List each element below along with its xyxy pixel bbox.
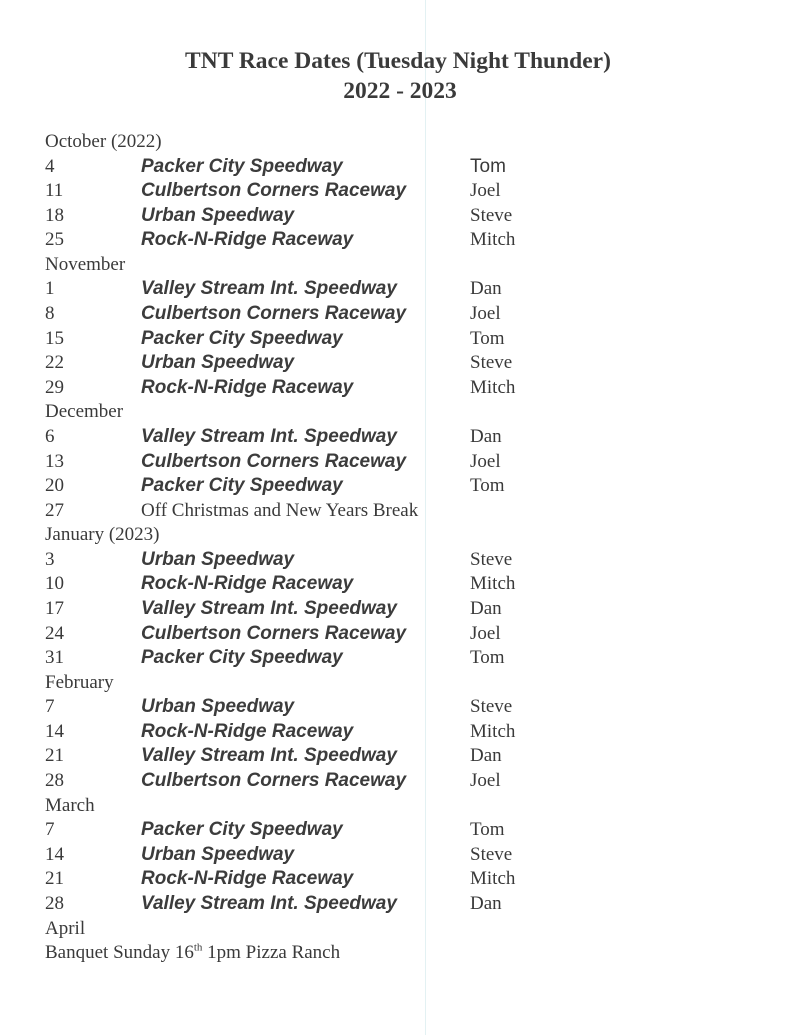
race-driver: Dan xyxy=(470,745,502,767)
race-row xyxy=(0,548,800,573)
banquet-note xyxy=(0,941,800,966)
race-row xyxy=(0,572,800,597)
race-day: 28 xyxy=(45,892,64,914)
race-row xyxy=(0,179,800,204)
race-driver: Tom xyxy=(470,155,506,177)
race-row xyxy=(0,720,800,745)
race-row xyxy=(0,155,800,180)
month-label: December xyxy=(45,401,124,423)
race-driver: Tom xyxy=(470,647,505,669)
race-row xyxy=(0,499,800,524)
race-venue: Packer City Speedway xyxy=(141,327,343,349)
race-day: 28 xyxy=(45,770,64,792)
race-venue: Valley Stream Int. Speedway xyxy=(141,745,397,767)
month-header xyxy=(0,671,800,696)
race-day: 27 xyxy=(45,499,64,521)
document-title: TNT Race Dates (Tuesday Night Thunder) xyxy=(185,48,611,74)
race-driver: Dan xyxy=(470,425,502,447)
race-driver: Joel xyxy=(470,622,501,644)
race-day: 3 xyxy=(45,548,55,570)
race-venue: Urban Speedway xyxy=(141,548,295,570)
race-venue: Valley Stream Int. Speedway xyxy=(141,892,397,914)
month-header xyxy=(0,130,800,155)
race-driver: Mitch xyxy=(470,720,516,742)
race-driver: Tom xyxy=(470,327,505,349)
race-day: 11 xyxy=(45,180,64,202)
race-venue: Valley Stream Int. Speedway xyxy=(141,425,397,447)
race-venue: Rock-N-Ridge Raceway xyxy=(141,229,354,251)
race-driver: Joel xyxy=(470,180,501,202)
month-label: November xyxy=(45,253,126,275)
month-label: April xyxy=(45,917,86,939)
race-day: 18 xyxy=(45,204,64,226)
race-driver: Dan xyxy=(470,892,502,914)
race-venue: Urban Speedway xyxy=(141,204,295,226)
race-row xyxy=(0,204,800,229)
race-day: 7 xyxy=(45,819,55,841)
race-day: 17 xyxy=(45,597,64,619)
race-day: 29 xyxy=(45,376,64,398)
race-day: 21 xyxy=(45,868,64,890)
race-venue: Urban Speedway xyxy=(141,843,295,865)
race-row xyxy=(0,818,800,843)
race-row xyxy=(0,277,800,302)
document-subtitle: 2022 - 2023 xyxy=(343,78,457,104)
race-driver: Steve xyxy=(470,843,513,865)
banquet-text xyxy=(45,941,340,966)
race-row xyxy=(0,622,800,647)
race-venue: Rock-N-Ridge Raceway xyxy=(141,868,354,890)
race-driver: Tom xyxy=(470,475,505,497)
race-driver: Steve xyxy=(470,548,513,570)
race-row xyxy=(0,228,800,253)
race-row xyxy=(0,425,800,450)
race-venue: Rock-N-Ridge Raceway xyxy=(141,376,354,398)
race-day: 22 xyxy=(45,352,64,374)
race-driver: Joel xyxy=(470,770,501,792)
race-row xyxy=(0,892,800,917)
month-header xyxy=(0,794,800,819)
month-header xyxy=(0,400,800,425)
race-driver: Dan xyxy=(470,278,502,300)
month-label: March xyxy=(45,794,95,816)
race-day: 6 xyxy=(45,425,55,447)
race-day: 4 xyxy=(45,155,55,177)
race-driver: Mitch xyxy=(470,573,516,595)
race-day: 10 xyxy=(45,573,64,595)
race-day: 15 xyxy=(45,327,64,349)
race-day: 7 xyxy=(45,696,55,718)
race-row xyxy=(0,376,800,401)
race-venue: Rock-N-Ridge Raceway xyxy=(141,573,354,595)
month-header xyxy=(0,523,800,548)
race-row xyxy=(0,867,800,892)
race-venue: Culbertson Corners Raceway xyxy=(141,303,407,325)
race-day: 14 xyxy=(45,720,64,742)
banquet-ordinal: th xyxy=(193,941,203,954)
race-driver: Tom xyxy=(470,819,505,841)
race-venue: Packer City Speedway xyxy=(141,155,343,177)
race-row xyxy=(0,744,800,769)
race-row xyxy=(0,302,800,327)
race-row xyxy=(0,695,800,720)
race-driver: Steve xyxy=(470,204,513,226)
race-driver: Steve xyxy=(470,352,513,374)
race-venue: Culbertson Corners Raceway xyxy=(141,770,407,792)
race-venue: Culbertson Corners Raceway xyxy=(141,450,407,472)
race-venue: Valley Stream Int. Speedway xyxy=(141,597,397,619)
race-note: Off Christmas and New Years Break xyxy=(141,499,419,521)
race-driver: Joel xyxy=(470,450,501,472)
race-venue: Packer City Speedway xyxy=(141,647,343,669)
race-day: 8 xyxy=(45,303,55,325)
race-day: 25 xyxy=(45,229,64,251)
month-header xyxy=(0,253,800,278)
race-row xyxy=(0,646,800,671)
race-venue: Packer City Speedway xyxy=(141,819,343,841)
race-row xyxy=(0,843,800,868)
race-venue: Valley Stream Int. Speedway xyxy=(141,278,397,300)
race-day: 20 xyxy=(45,475,64,497)
race-row xyxy=(0,474,800,499)
month-label: February xyxy=(45,671,114,693)
race-row xyxy=(0,327,800,352)
race-driver: Mitch xyxy=(470,229,516,251)
schedule-list xyxy=(0,130,800,966)
race-day: 31 xyxy=(45,647,64,669)
race-driver: Mitch xyxy=(470,868,516,890)
race-venue: Packer City Speedway xyxy=(141,475,343,497)
race-driver: Dan xyxy=(470,597,502,619)
month-label: October (2022) xyxy=(45,131,162,152)
race-venue: Urban Speedway xyxy=(141,696,295,718)
race-day: 1 xyxy=(45,278,55,300)
race-row xyxy=(0,450,800,475)
race-driver: Steve xyxy=(470,696,513,718)
race-venue: Culbertson Corners Raceway xyxy=(141,622,407,644)
race-row xyxy=(0,769,800,794)
race-driver: Mitch xyxy=(470,376,516,398)
race-driver: Joel xyxy=(470,303,501,325)
race-venue: Culbertson Corners Raceway xyxy=(141,180,407,202)
race-day: 14 xyxy=(45,843,64,865)
race-row xyxy=(0,597,800,622)
race-day: 21 xyxy=(45,745,64,767)
month-header xyxy=(0,917,800,942)
race-venue: Urban Speedway xyxy=(141,352,295,374)
race-venue: Rock-N-Ridge Raceway xyxy=(141,720,354,742)
race-row xyxy=(0,351,800,376)
banquet-text-post: 1pm Pizza Ranch xyxy=(202,942,341,964)
race-day: 13 xyxy=(45,450,64,472)
month-label: January (2023) xyxy=(45,524,160,546)
race-day: 24 xyxy=(45,622,64,644)
banquet-text-pre: Banquet Sunday 16 xyxy=(45,942,194,964)
